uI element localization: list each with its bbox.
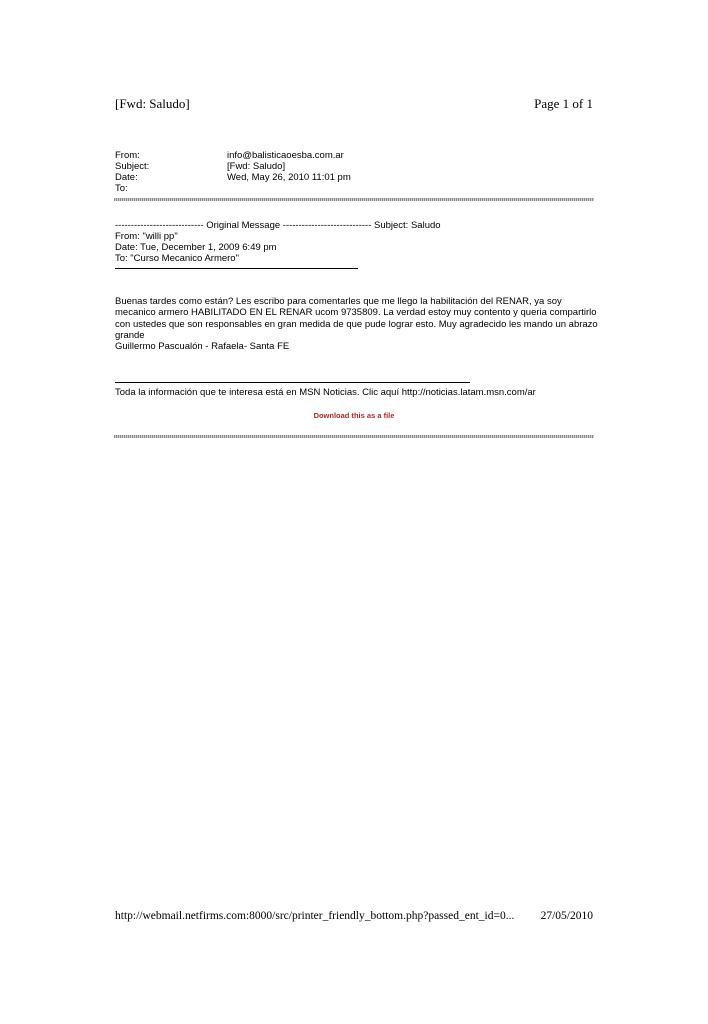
meta-label: From: xyxy=(115,150,140,161)
meta-label: Date: xyxy=(115,172,138,183)
msn-footer-text: Toda la información que te interesa está en MSN Noticias. Clic aquí http://noticias.latam.msn.com/ar xyxy=(115,387,536,398)
original-message-header xyxy=(115,220,441,264)
message-signature: Guillermo Pascualón - Rafaela- Santa FE xyxy=(115,341,290,353)
meta-label: Subject: xyxy=(115,161,150,172)
msn-separator xyxy=(115,382,470,383)
email-meta xyxy=(115,150,351,194)
original-message-line: ---------------------------- Original Message ---------------------------- Subject: Saludo xyxy=(115,220,441,231)
page-number: Page 1 of 1 xyxy=(534,96,593,111)
original-from: From: "willi pp" xyxy=(115,231,178,242)
meta-row-from xyxy=(115,150,351,161)
original-date: Date: Tue, December 1, 2009 6:49 pm xyxy=(115,242,277,253)
download-link[interactable]: Download this as a file xyxy=(313,411,395,420)
page-header-title: [Fwd: Saludo] xyxy=(115,96,190,111)
print-date: 27/05/2010 xyxy=(540,910,593,922)
meta-label: To: xyxy=(115,183,128,194)
meta-row-to xyxy=(115,183,351,194)
header-divider xyxy=(114,198,594,201)
message-paragraph: Buenas tardes como están? Les escribo para comentarles que me llego la habilitación del RENAR, ya soy mecanico armero HABILITADO EN EL RENAR ucom 9735809. La verdad estoy muy contento y queria compartirlo con ustedes que son responsables en gran medida de que pude lograr esto. Muy agradecido les mando un abrazo grande xyxy=(115,296,598,341)
meta-row-date xyxy=(115,172,351,183)
meta-value-from: info@balisticaoesba.com.ar xyxy=(227,150,344,161)
footer-divider xyxy=(114,435,594,438)
print-url: http://webmail.netfirms.com:8000/src/printer_friendly_bottom.php?passed_ent_id=0... xyxy=(115,910,515,922)
meta-value-date: Wed, May 26, 2010 11:01 pm xyxy=(227,172,351,183)
original-to: To: "Curso Mecanico Armero" xyxy=(115,253,239,264)
original-separator xyxy=(115,268,358,269)
meta-row-subject xyxy=(115,161,351,172)
meta-value-subject: [Fwd: Saludo] xyxy=(227,161,286,172)
message-body xyxy=(115,296,600,352)
